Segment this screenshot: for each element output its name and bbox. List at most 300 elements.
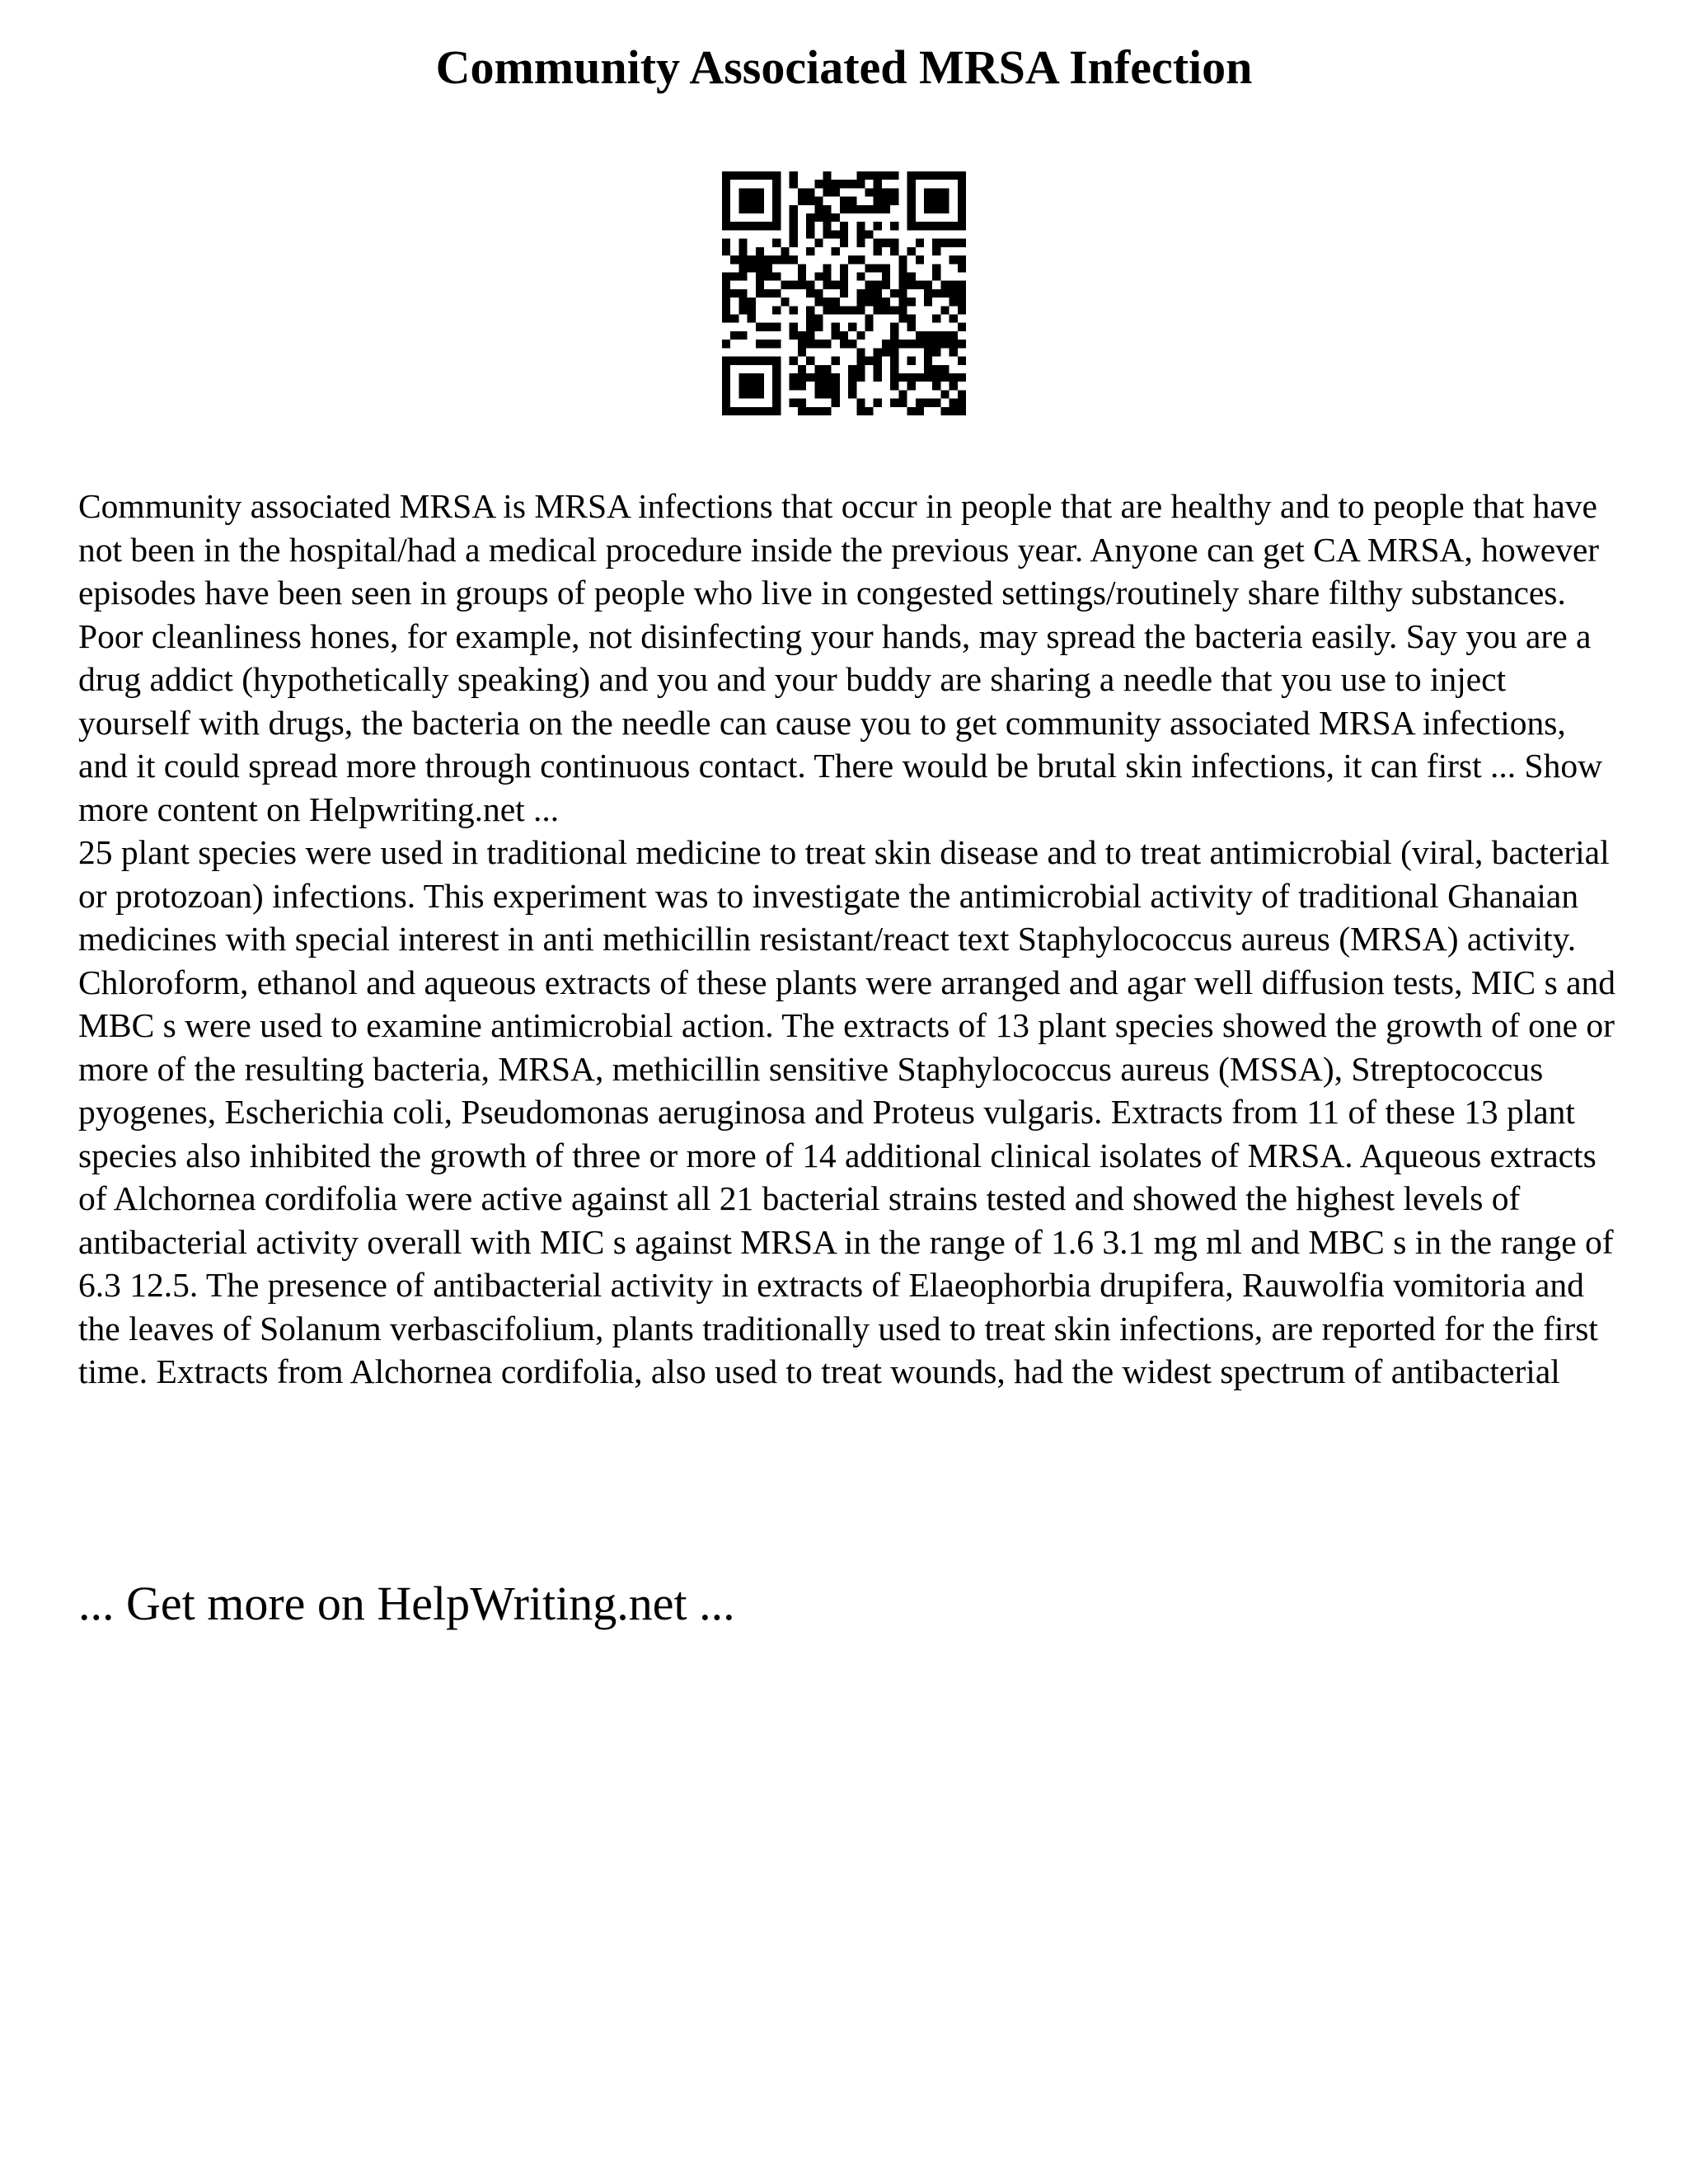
qr-module <box>856 171 865 180</box>
qr-module <box>832 399 840 407</box>
qr-module <box>756 171 764 180</box>
qr-module <box>932 188 940 196</box>
qr-module <box>950 222 958 230</box>
qr-module <box>940 222 949 230</box>
qr-module <box>814 197 823 205</box>
qr-module <box>924 205 932 213</box>
qr-module <box>958 180 966 188</box>
qr-module <box>924 188 932 196</box>
qr-module <box>940 390 949 398</box>
qr-module <box>940 239 949 247</box>
qr-module <box>798 281 806 289</box>
qr-module <box>856 399 865 407</box>
get-more-link[interactable]: ... Get more on HelpWriting.net ... <box>78 1577 735 1630</box>
qr-module <box>916 373 924 382</box>
qr-module <box>832 382 840 390</box>
qr-module <box>814 205 823 213</box>
qr-module <box>756 247 764 255</box>
qr-module <box>772 390 781 398</box>
qr-module <box>806 306 814 314</box>
qr-module <box>840 205 848 213</box>
qr-module <box>907 340 916 348</box>
qr-module <box>772 323 781 331</box>
qr-module <box>940 281 949 289</box>
qr-module <box>865 171 874 180</box>
qr-module <box>748 188 756 196</box>
qr-module <box>882 340 890 348</box>
qr-module <box>958 264 966 272</box>
qr-module <box>790 399 798 407</box>
qr-module <box>790 205 798 213</box>
qr-module <box>924 298 932 306</box>
qr-module <box>916 239 924 247</box>
qr-module <box>738 205 747 213</box>
qr-module <box>907 298 916 306</box>
qr-module <box>738 331 747 340</box>
qr-module <box>764 357 772 365</box>
qr-module <box>932 247 940 255</box>
qr-module <box>764 222 772 230</box>
qr-module <box>856 407 865 415</box>
qr-module <box>940 171 949 180</box>
qr-module <box>898 298 907 306</box>
qr-module <box>806 331 814 340</box>
qr-module <box>950 298 958 306</box>
qr-module <box>874 373 882 382</box>
qr-module <box>874 197 882 205</box>
qr-module <box>848 382 856 390</box>
qr-module <box>790 255 798 264</box>
qr-module <box>814 382 823 390</box>
qr-module <box>738 264 747 272</box>
qr-module <box>856 230 865 238</box>
qr-module <box>856 373 865 382</box>
qr-module <box>730 315 738 323</box>
qr-module <box>924 289 932 298</box>
qr-module <box>764 272 772 280</box>
qr-module <box>756 407 764 415</box>
qr-module <box>756 390 764 398</box>
qr-module <box>958 399 966 407</box>
qr-module <box>865 205 874 213</box>
qr-module <box>890 357 898 365</box>
qr-module <box>832 331 840 340</box>
qr-module <box>772 205 781 213</box>
qr-module <box>932 272 940 280</box>
qr-module <box>924 365 932 373</box>
qr-module <box>907 180 916 188</box>
qr-module <box>823 382 831 390</box>
qr-module <box>772 255 781 264</box>
qr-module <box>890 323 898 331</box>
qr-module <box>748 315 756 323</box>
qr-module <box>823 264 831 272</box>
qr-module <box>932 264 940 272</box>
qr-module <box>848 390 856 398</box>
qr-module <box>924 171 932 180</box>
qr-module <box>890 289 898 298</box>
qr-module <box>924 331 932 340</box>
qr-module <box>738 255 747 264</box>
qr-module <box>790 281 798 289</box>
qr-module <box>832 281 840 289</box>
qr-module <box>772 340 781 348</box>
qr-module <box>958 197 966 205</box>
qr-module <box>848 180 856 188</box>
qr-module <box>940 331 949 340</box>
qr-module <box>814 289 823 298</box>
qr-module <box>932 315 940 323</box>
qr-module <box>790 331 798 340</box>
qr-module <box>772 289 781 298</box>
qr-module <box>738 357 747 365</box>
qr-module <box>823 373 831 382</box>
qr-module <box>848 340 856 348</box>
qr-module <box>940 306 949 314</box>
qr-module <box>781 298 789 306</box>
qr-module <box>730 331 738 340</box>
qr-module <box>806 247 814 255</box>
qr-module <box>916 407 924 415</box>
qr-module <box>924 373 932 382</box>
qr-module <box>907 357 916 365</box>
qr-module <box>798 331 806 340</box>
qr-module <box>781 247 789 255</box>
qr-module <box>790 382 798 390</box>
qr-module <box>865 230 874 238</box>
qr-module <box>748 298 756 306</box>
qr-module <box>848 365 856 373</box>
qr-module <box>730 222 738 230</box>
qr-module <box>882 306 890 314</box>
qr-module <box>722 213 730 222</box>
qr-module <box>890 222 898 230</box>
qr-module <box>950 331 958 340</box>
qr-module <box>950 315 958 323</box>
qr-module <box>756 323 764 331</box>
qr-module <box>874 298 882 306</box>
qr-module <box>748 390 756 398</box>
qr-module <box>756 264 764 272</box>
qr-module <box>865 264 874 272</box>
qr-module <box>814 315 823 323</box>
qr-module <box>950 348 958 356</box>
qr-module <box>832 357 840 365</box>
qr-module <box>958 373 966 382</box>
qr-module <box>958 289 966 298</box>
qr-module <box>814 180 823 188</box>
qr-module <box>958 205 966 213</box>
qr-module <box>890 331 898 340</box>
qr-module <box>950 255 958 264</box>
qr-module <box>722 407 730 415</box>
qr-module <box>907 222 916 230</box>
qr-module <box>730 289 738 298</box>
qr-module <box>950 239 958 247</box>
qr-module <box>898 306 907 314</box>
qr-module <box>924 281 932 289</box>
qr-module <box>916 255 924 264</box>
qr-module <box>756 373 764 382</box>
qr-module <box>798 340 806 348</box>
qr-module <box>932 365 940 373</box>
qr-module <box>958 390 966 398</box>
qr-module <box>856 289 865 298</box>
qr-module <box>950 407 958 415</box>
qr-module <box>890 247 898 255</box>
qr-module <box>932 331 940 340</box>
qr-module <box>848 306 856 314</box>
qr-module <box>722 171 730 180</box>
qr-module <box>958 340 966 348</box>
qr-module <box>798 264 806 272</box>
qr-module <box>756 188 764 196</box>
qr-module <box>748 407 756 415</box>
qr-module <box>932 382 940 390</box>
qr-module <box>898 399 907 407</box>
qr-module <box>806 230 814 238</box>
qr-module <box>916 340 924 348</box>
qr-module <box>882 171 890 180</box>
qr-module <box>823 171 831 180</box>
qr-module <box>916 281 924 289</box>
qr-module <box>890 373 898 382</box>
qr-module <box>806 407 814 415</box>
qr-module <box>898 272 907 280</box>
qr-module <box>907 281 916 289</box>
qr-module <box>823 213 831 222</box>
qr-module <box>790 180 798 188</box>
qr-module <box>940 188 949 196</box>
qr-module <box>890 306 898 314</box>
qr-module <box>814 272 823 280</box>
qr-module <box>764 171 772 180</box>
qr-module <box>932 399 940 407</box>
qr-module <box>898 315 907 323</box>
qr-module <box>790 306 798 314</box>
qr-module <box>764 255 772 264</box>
qr-module <box>806 222 814 230</box>
qr-module <box>772 222 781 230</box>
qr-module <box>907 382 916 390</box>
qr-module <box>832 323 840 331</box>
qr-module <box>958 306 966 314</box>
qr-module <box>738 306 747 314</box>
qr-module <box>722 289 730 298</box>
qr-module <box>832 306 840 314</box>
qr-module <box>874 171 882 180</box>
qr-module <box>958 188 966 196</box>
qr-module <box>738 289 747 298</box>
qr-module <box>798 188 806 196</box>
qr-module <box>840 331 848 340</box>
qr-module <box>722 357 730 365</box>
qr-module <box>940 340 949 348</box>
qr-module <box>958 357 966 365</box>
qr-module <box>874 222 882 230</box>
qr-module <box>950 171 958 180</box>
qr-module <box>772 213 781 222</box>
qr-module <box>848 255 856 264</box>
qr-module <box>781 281 789 289</box>
qr-module <box>823 188 831 196</box>
qr-module <box>738 382 747 390</box>
qr-module <box>832 247 840 255</box>
qr-module <box>940 407 949 415</box>
qr-module <box>722 272 730 280</box>
qr-module <box>722 298 730 306</box>
qr-module <box>865 357 874 365</box>
qr-module <box>890 171 898 180</box>
paragraph-community-mrsa: Community associated MRSA is MRSA infections that occur in people that are healthy and to people that have not been in the hospital/had a medical procedure inside the previous year. Anyone can get CA MRSA, however episodes have been seen in groups of people who live in congested settings/routinely share filthy substances. Poor cleanliness hones, for example, not disinfecting your hands, may spread the bacteria easily. Say you are a drug addict (hypothetically speaking) and you and your buddy are sharing a needle that you use to inject yourself with drugs, the bacteria on the needle can cause you to get community associated MRSA infections, and it could spread more through continuous contact. There would be brutal skin infections, it can first ... Show more content on Helpwriting.net ... <box>78 487 1603 828</box>
qr-module <box>806 323 814 331</box>
qr-module <box>865 281 874 289</box>
qr-module <box>907 323 916 331</box>
qr-module <box>856 205 865 213</box>
qr-module <box>790 230 798 238</box>
qr-module <box>738 171 747 180</box>
paragraph-plant-species-study: 25 plant species were used in traditional medicine to treat skin disease and to treat antimicrobial (viral, bacterial or protozoan) infections. This experiment was to investigate the antimicrobial activity of traditional Ghanaian medicines with special interest in anti methicillin resistant/react text Staphylococcus aureus (MRSA) activity. Chloroform, ethanol and aqueous extracts of these plants were arranged and agar well diffusion tests, MIC s and MBC s were used to examine antimicrobial action. The extracts of 13 plant species showed the growth of one or more of the resulting bacteria, MRSA, methicillin sensitive Staphylococcus aureus (MSSA), Streptococcus pyogenes, Escherichia coli, Pseudomonas aeruginosa and Proteus vulgaris. Extracts from 11 of these 13 plant species also inhibited the growth of three or more of 14 additional clinical isolates of MRSA. Aqueous extracts of Alchornea cordifolia were active against all 21 bacterial strains tested and showed the highest levels of antibacterial activity overall with MIC s against MRSA in the range of 1.6 3.1 mg ml and MBC s in the range of 6.3 12.5. The presence of antibacterial activity in extracts of Elaeophorbia drupifera, Rauwolfia vomitoria and the leaves of Solanum verbascifolium, plants traditionally used to treat skin infections, are reported for the first time. Extracts from Alchornea cordifolia, also used to treat wounds, had the widest spectrum of antibacterial <box>78 833 1616 1390</box>
qr-module <box>890 365 898 373</box>
qr-module <box>772 382 781 390</box>
qr-module <box>756 357 764 365</box>
qr-module <box>748 255 756 264</box>
qr-module <box>907 247 916 255</box>
qr-module <box>840 197 848 205</box>
qr-module <box>790 171 798 180</box>
qr-module <box>772 407 781 415</box>
qr-module <box>907 171 916 180</box>
qr-module <box>898 289 907 298</box>
qr-module <box>806 357 814 365</box>
qr-module <box>806 315 814 323</box>
qr-module <box>772 272 781 280</box>
qr-module <box>730 272 738 280</box>
qr-module <box>832 180 840 188</box>
qr-module <box>730 171 738 180</box>
qr-module <box>832 213 840 222</box>
qr-module <box>823 306 831 314</box>
qr-module <box>772 365 781 373</box>
qr-module <box>806 213 814 222</box>
qr-module <box>874 365 882 373</box>
qr-module <box>924 222 932 230</box>
qr-module <box>958 213 966 222</box>
qr-module <box>738 188 747 196</box>
qr-module <box>890 399 898 407</box>
qr-module <box>738 407 747 415</box>
qr-module <box>756 272 764 280</box>
qr-module <box>932 340 940 348</box>
qr-module <box>882 188 890 196</box>
qr-module <box>823 340 831 348</box>
qr-module <box>814 213 823 222</box>
qr-module <box>856 331 865 340</box>
qr-module <box>730 255 738 264</box>
qr-module <box>772 171 781 180</box>
qr-module <box>924 340 932 348</box>
qr-module <box>806 188 814 196</box>
qr-module <box>722 281 730 289</box>
qr-module <box>722 239 730 247</box>
qr-module <box>916 399 924 407</box>
qr-module <box>865 323 874 331</box>
qr-module <box>874 264 882 272</box>
qr-module <box>882 205 890 213</box>
qr-module <box>898 340 907 348</box>
qr-module <box>764 407 772 415</box>
qr-module <box>890 197 898 205</box>
qr-module <box>874 205 882 213</box>
qr-module <box>832 230 840 238</box>
qr-module <box>958 298 966 306</box>
qr-module <box>950 382 958 390</box>
qr-module <box>806 340 814 348</box>
qr-module <box>722 180 730 188</box>
qr-module <box>798 399 806 407</box>
qr-module <box>932 239 940 247</box>
qr-module <box>940 373 949 382</box>
qr-module <box>924 399 932 407</box>
qr-module <box>856 180 865 188</box>
qr-module <box>924 197 932 205</box>
qr-module <box>840 289 848 298</box>
qr-module <box>722 247 730 255</box>
qr-module <box>814 340 823 348</box>
qr-module <box>798 407 806 415</box>
qr-module <box>932 205 940 213</box>
qr-module <box>738 272 747 280</box>
qr-module <box>840 264 848 272</box>
qr-module <box>898 281 907 289</box>
qr-module <box>764 264 772 272</box>
qr-module <box>781 255 789 264</box>
qr-module <box>950 373 958 382</box>
qr-module <box>790 213 798 222</box>
qr-module <box>823 222 831 230</box>
qr-module <box>806 281 814 289</box>
qr-module <box>790 239 798 247</box>
qr-module <box>756 289 764 298</box>
qr-module <box>856 222 865 230</box>
qr-module <box>874 239 882 247</box>
qr-module <box>848 323 856 331</box>
qr-module <box>756 255 764 264</box>
qr-module <box>832 390 840 398</box>
qr-module <box>798 365 806 373</box>
qr-module <box>823 230 831 238</box>
qr-module <box>772 373 781 382</box>
qr-module <box>798 373 806 382</box>
qr-module <box>806 373 814 382</box>
qr-module <box>958 222 966 230</box>
qr-module <box>840 281 848 289</box>
qr-module <box>856 255 865 264</box>
qr-module <box>907 407 916 415</box>
qr-module <box>950 289 958 298</box>
qr-module <box>958 323 966 331</box>
qr-module <box>722 382 730 390</box>
qr-module <box>814 390 823 398</box>
qr-module <box>898 255 907 264</box>
qr-module <box>865 289 874 298</box>
qr-module <box>932 197 940 205</box>
qr-module <box>932 373 940 382</box>
qr-module <box>874 247 882 255</box>
qr-module <box>748 373 756 382</box>
qr-module <box>738 298 747 306</box>
qr-module <box>722 306 730 314</box>
